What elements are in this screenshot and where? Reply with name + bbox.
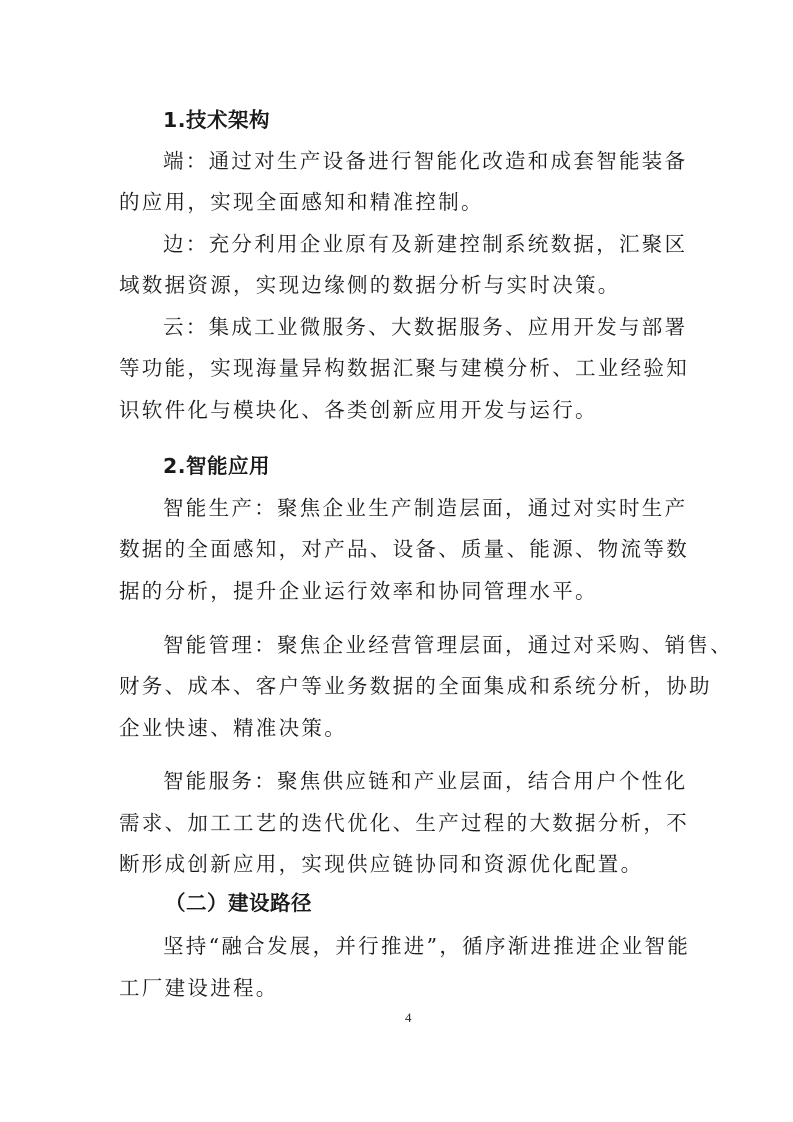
paragraph-line: 断形成创新应用，实现供应链协同和资源优化配置。 (119, 852, 644, 876)
paragraph-line: 工厂建设进程。 (119, 976, 279, 1000)
paragraph-line: 据的分析，提升企业运行效率和协同管理水平。 (119, 579, 598, 603)
paragraph-line: 数据的全面感知，对产品、设备、质量、能源、物流等数 (119, 537, 689, 561)
paragraph-line: 智能生产：聚焦企业生产制造层面，通过对实时生产 (163, 496, 688, 520)
paragraph-line: 需求、加工工艺的迭代优化、生产过程的大数据分析，不 (119, 811, 689, 835)
paragraph-line: 的应用，实现全面感知和精准控制。 (119, 190, 484, 214)
paragraph-line: 智能服务：聚焦供应链和产业层面，结合用户个性化 (163, 769, 688, 793)
paragraph-line: 识软件化与模块化、各类创新应用开发与运行。 (119, 398, 598, 422)
paragraph-line: 端：通过对生产设备进行智能化改造和成套智能装备 (163, 149, 688, 173)
paragraph-line: 云：集成工业微服务、大数据服务、应用开发与部署 (163, 315, 688, 339)
paragraph-line: 坚持“融合发展，并行推进”，循序渐进推进企业智能 (163, 934, 691, 958)
paragraph-line: 域数据资源，实现边缘侧的数据分析与实时决策。 (119, 273, 621, 297)
paragraph-line: 等功能，实现海量异构数据汇聚与建模分析、工业经验知 (119, 356, 689, 380)
paragraph-line: 智能管理：聚焦企业经营管理层面，通过对采购、销售、 (163, 633, 733, 657)
section-heading-construction-path: （二）建设路径 (165, 891, 312, 915)
section-heading-smart-applications: 2.智能应用 (163, 454, 271, 478)
page-number: 4 (405, 1010, 412, 1025)
paragraph-line: 财务、成本、客户等业务数据的全面集成和系统分析，协助 (119, 674, 712, 698)
section-heading-tech-architecture: 1.技术架构 (163, 108, 271, 132)
paragraph-line: 企业快速、精准决策。 (119, 716, 347, 740)
paragraph-line: 边：充分利用企业原有及新建控制系统数据，汇聚区 (163, 232, 688, 256)
